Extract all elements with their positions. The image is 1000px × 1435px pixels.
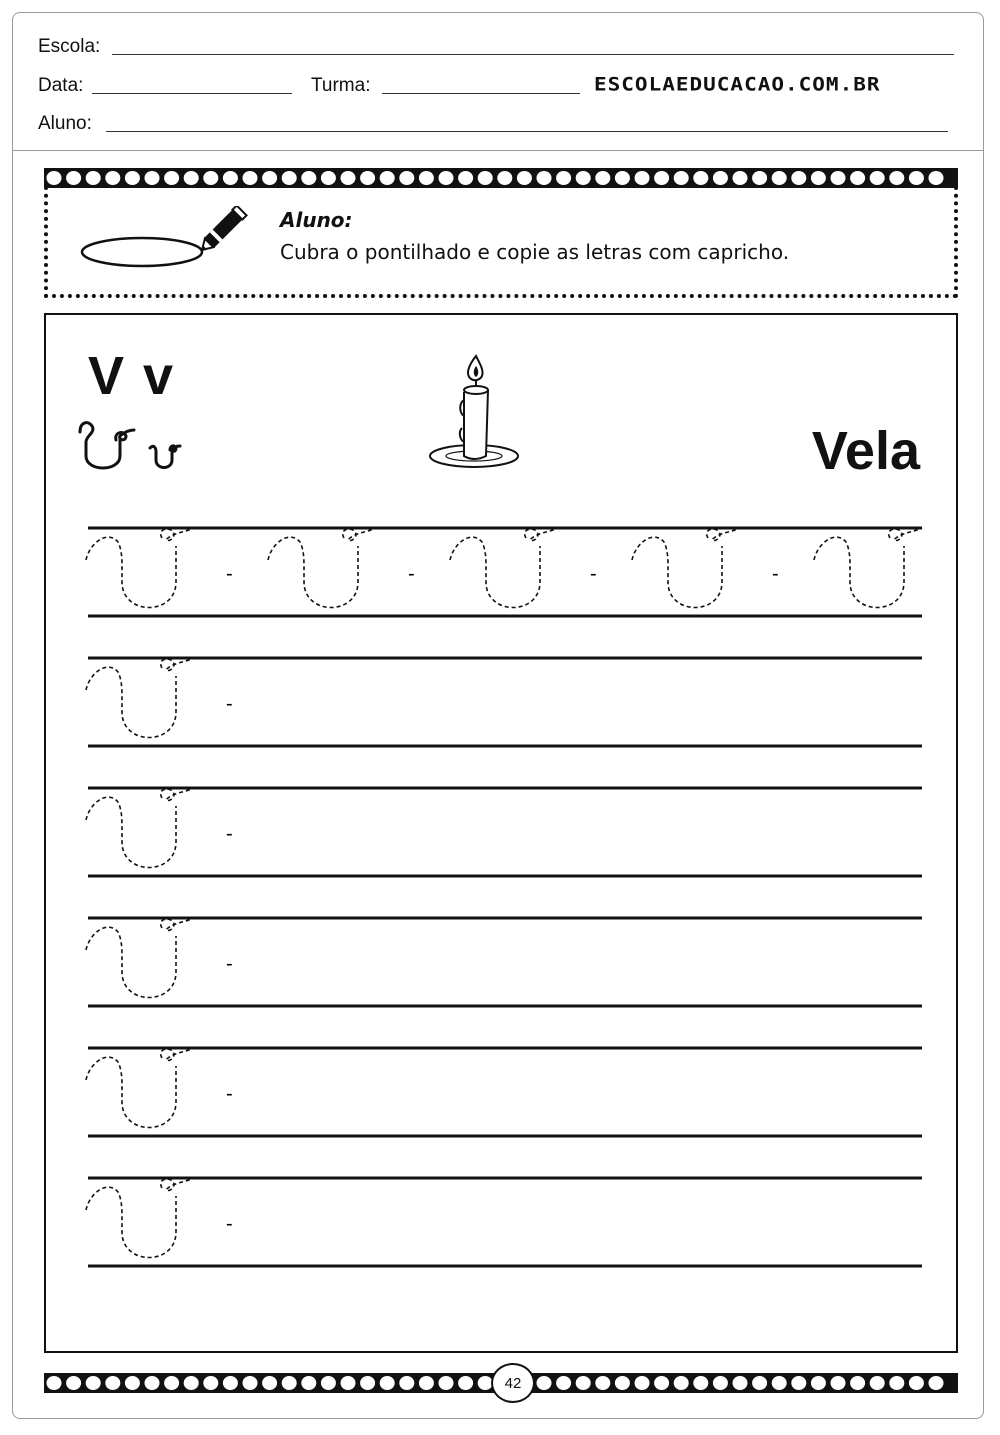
border-dot [615,171,630,185]
border-dot [125,1376,140,1390]
separator-dash: - [226,693,233,715]
border-dot [262,171,277,185]
border-dot [203,171,218,185]
border-dot [360,1376,375,1390]
border-dot [752,171,767,185]
border-dot [537,171,552,185]
border-dot [889,1376,904,1390]
border-dot [439,1376,454,1390]
border-dot [674,1376,689,1390]
border-dot [47,1376,62,1390]
border-dot [66,171,81,185]
page-number-badge [491,1363,535,1403]
border-dot [713,171,728,185]
border-dot [556,1376,571,1390]
border-dot [184,1376,199,1390]
border-dot [517,171,532,185]
border-dot [223,171,238,185]
border-dot [791,171,806,185]
separator-dash: - [590,563,597,585]
border-dot [419,1376,434,1390]
border-dot [399,171,414,185]
instruction-title: Aluno: [280,208,353,232]
page-number: 42 [504,1374,522,1392]
border-dot [811,171,826,185]
class-label: Turma: [311,75,371,96]
border-dot [184,171,199,185]
border-dot [870,1376,885,1390]
border-dot [360,171,375,185]
traced-cursive-v[interactable] [86,528,194,608]
border-dot [243,171,258,185]
traced-cursive-v[interactable] [268,528,376,608]
border-dot [282,1376,297,1390]
border-dot [458,1376,473,1390]
cursive-letters [74,418,184,474]
border-dot [537,1376,552,1390]
border-dot [576,1376,591,1390]
border-dot [458,171,473,185]
word-vela: Vela [811,421,920,481]
tracing-area [0,500,1000,1300]
border-dot [439,171,454,185]
border-dot [125,171,140,185]
separator-dash: - [226,1213,233,1235]
border-dot [811,1376,826,1390]
border-dot [301,171,316,185]
border-dot [850,1376,865,1390]
print-letters: V v [88,346,176,406]
border-dot [203,1376,218,1390]
border-dot [713,1376,728,1390]
candle-icon [428,350,520,474]
border-dot [752,1376,767,1390]
border-dot [164,1376,179,1390]
border-dot [262,1376,277,1390]
border-dot [635,171,650,185]
separator-dash: - [226,823,233,845]
traced-cursive-v[interactable] [632,528,740,608]
top-dots-border [44,168,958,188]
border-dot [615,1376,630,1390]
student-field[interactable] [106,131,948,132]
separator-dash: - [226,1083,233,1105]
traced-cursive-v[interactable] [86,1178,194,1258]
border-dot [321,171,336,185]
border-dot [772,1376,787,1390]
border-dot [243,1376,258,1390]
separator-dash: - [772,563,779,585]
border-dot [595,171,610,185]
border-dot [399,1376,414,1390]
traced-cursive-v[interactable] [450,528,558,608]
border-dot [86,171,101,185]
border-dot [66,1376,81,1390]
website-label: ESCOLAEDUCACAO.COM.BR [594,73,881,95]
border-dot [674,171,689,185]
border-dot [282,171,297,185]
school-field[interactable] [112,54,954,55]
separator-dash: - [226,953,233,975]
border-dot [478,171,493,185]
border-dot [929,171,944,185]
header-divider [12,150,984,151]
border-dot [164,171,179,185]
cursive-lower-v [150,446,180,468]
border-dot [654,1376,669,1390]
separator-dash: - [408,563,415,585]
border-dot [733,1376,748,1390]
traced-cursive-v[interactable] [86,1048,194,1128]
border-dot [693,1376,708,1390]
border-dot [223,1376,238,1390]
border-dot [870,171,885,185]
class-field[interactable] [382,93,580,94]
border-dot [380,171,395,185]
border-dot [341,171,356,185]
border-dot [733,171,748,185]
student-label: Aluno: [38,113,92,134]
border-dot [321,1376,336,1390]
border-dot [654,171,669,185]
traced-cursive-v[interactable] [86,788,194,868]
border-dot [145,171,160,185]
border-dot [772,171,787,185]
date-field[interactable] [92,93,292,94]
border-dot [145,1376,160,1390]
cursive-upper-v [80,423,134,468]
traced-cursive-v[interactable] [86,918,194,998]
border-dot [380,1376,395,1390]
border-dot [497,171,512,185]
border-dot [341,1376,356,1390]
border-dot [929,1376,944,1390]
border-dot [693,171,708,185]
border-dot [831,1376,846,1390]
border-dot [556,171,571,185]
date-label: Data: [38,75,84,96]
instruction-text: Cubra o pontilhado e copie as letras com capricho. [280,240,790,264]
border-dot [301,1376,316,1390]
border-dot [831,171,846,185]
border-dot [105,1376,120,1390]
separator-dash: - [226,563,233,585]
border-dot [850,171,865,185]
border-dot [909,171,924,185]
border-dot [576,171,591,185]
traced-cursive-v[interactable] [814,528,922,608]
school-label: Escola: [38,36,101,57]
border-dot [909,1376,924,1390]
border-dot [419,171,434,185]
pencil-icon [80,206,250,272]
traced-cursive-v[interactable] [86,658,194,738]
border-dot [635,1376,650,1390]
border-dot [791,1376,806,1390]
border-dot [889,171,904,185]
border-dot [595,1376,610,1390]
border-dot [105,171,120,185]
border-dot [47,171,62,185]
border-dot [86,1376,101,1390]
